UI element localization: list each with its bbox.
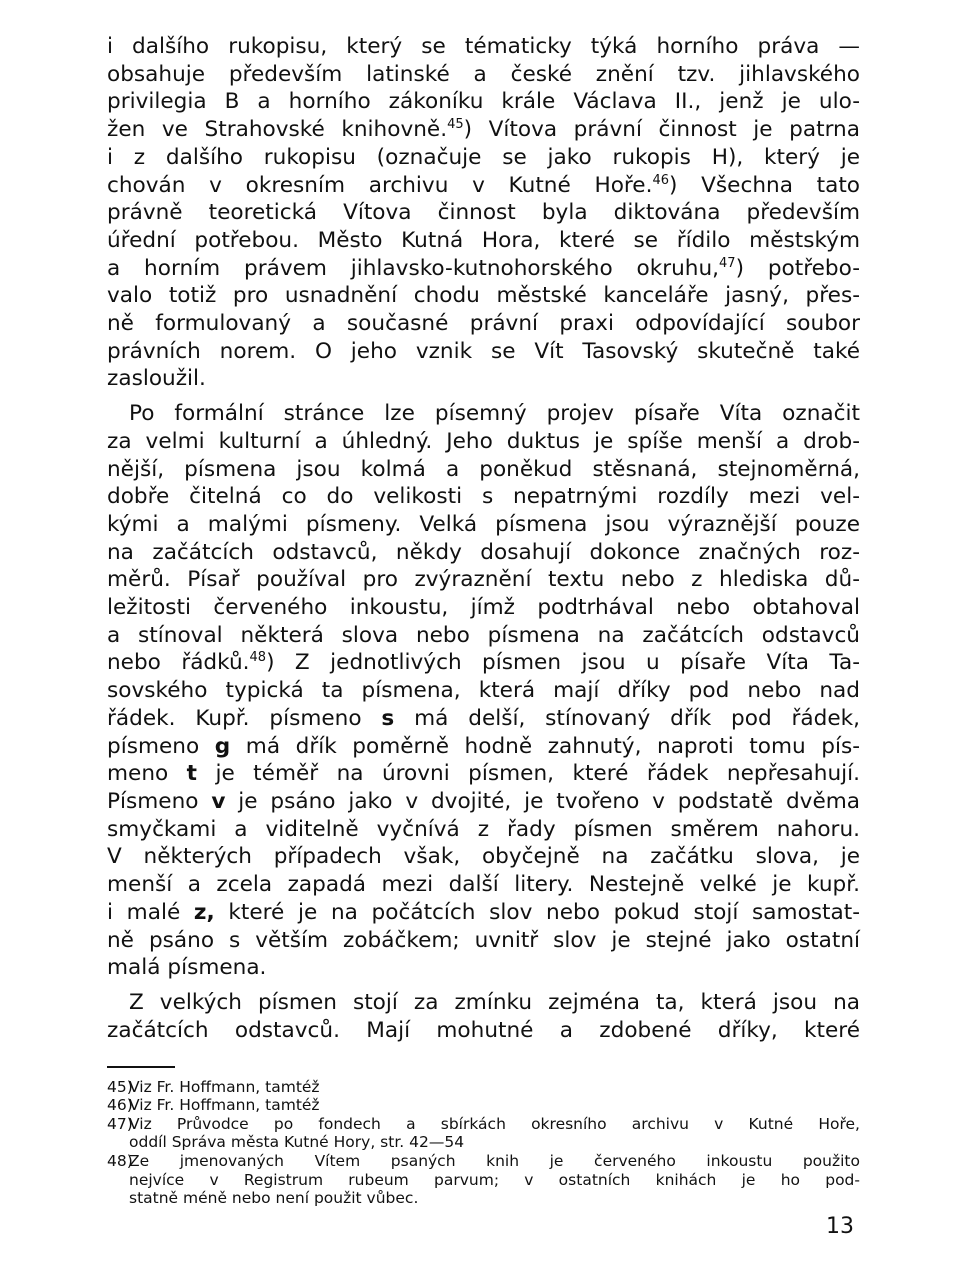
text-line: dobře čitelná co do velikosti s nepatrnými rozdíly mezi vel- xyxy=(107,484,860,510)
bold-letter: s xyxy=(381,705,395,731)
text-line: i malé z, které je na počátcích slov nebo pokud stojí samostat- xyxy=(107,899,860,925)
text-line: měrů. Písař používal pro zvýraznění textu nebo z hlediska dů- xyxy=(107,567,860,593)
text-line: zasloužil. xyxy=(107,366,206,392)
text-line: sovského typická ta písmena, která mají dříky pod nebo nad xyxy=(107,678,860,704)
text-line: nější, písmena jsou kolmá a poněkud stěsnaná, stejnoměrná, xyxy=(107,456,860,482)
text-line: meno t je téměř na úrovni písmen, které řádek nepřesahují. xyxy=(107,761,860,787)
text-line: řádek. Kupř. písmeno s má delší, stínovaný dřík pod řádek, xyxy=(107,705,860,731)
text-line: smyčkami a viditelně vyčnívá z řady písmen směrem nahoru. xyxy=(107,816,860,842)
footnote-ref-47[interactable]: 47 xyxy=(719,255,736,271)
text-line: začátcích odstavců. Mají mohutné a zdobené dříky, které xyxy=(107,1017,860,1043)
footnote-number: 45) xyxy=(107,1077,133,1096)
text-line: na začátcích odstavců, někdy dosahují dokonce značných roz- xyxy=(107,539,860,565)
text-line: žen ve Strahovské knihovně.$^{45}$) Vítova právní činnost je patrna xyxy=(107,116,860,143)
text-line: valo totiž pro usnadnění chodu městské kanceláře jasný, přes- xyxy=(107,283,860,309)
text-line: ně psáno s větším zobáčkem; uvnitř slov je stejné jako ostatní xyxy=(107,927,860,953)
bold-letter: z, xyxy=(193,899,215,925)
page-number: 13 xyxy=(826,1214,854,1239)
footnote-number: 46) xyxy=(107,1096,133,1115)
text-line: ležitosti červeného inkoustu, jímž podtrhával nebo obtahoval xyxy=(107,595,860,621)
text-line: a stínoval některá slova nebo písmena na začátcích odstavců xyxy=(107,622,860,648)
paragraph-3 xyxy=(107,989,860,1044)
footnotes xyxy=(107,1078,860,1208)
text-line: za velmi kulturní a úhledný. Jeho duktus je spíše menší a drob- xyxy=(107,428,860,454)
bold-letter: t xyxy=(186,761,197,787)
bold-letter: v xyxy=(211,788,226,814)
text-line: chován v okresním archivu v Kutné Hoře.$^{46}$) Všechna tato xyxy=(107,172,860,198)
text-line: písmeno g má dřík poměrně hodně zahnutý, naproti tomu pís- xyxy=(107,733,860,759)
footnote-divider xyxy=(107,1066,175,1067)
text-line: úřední potřebou. Město Kutná Hora, které se řídilo městským xyxy=(107,227,860,253)
text-line: privilegia B a horního zákoníku krále Václava II., jenž je ulo- xyxy=(107,89,860,115)
paragraph-1 xyxy=(107,33,860,393)
bold-letter: g xyxy=(214,733,231,759)
text-line: Po formální stránce lze písemný projev písaře Víta označit xyxy=(129,401,860,427)
text-line: Písmeno v je psáno jako v dvojité, je tvořeno v podstatě dvěma xyxy=(107,788,860,814)
text-line: malá písmena. xyxy=(107,955,267,981)
text-line: V některých případech však, obyčejně na začátku slova, je xyxy=(107,844,860,870)
text-line: obsahuje především latinské a české znění tzv. jihlavského xyxy=(107,61,860,87)
text-line: nebo řádků.$^{48}$) Z jednotlivých písmen jsou u písaře Víta Ta- xyxy=(107,650,860,676)
text-line: Z velkých písmen stojí za zmínku zejména ta, která jsou na xyxy=(129,989,860,1015)
document-page xyxy=(107,33,860,1208)
paragraph-2 xyxy=(107,400,860,982)
footnote-46: 46)Viz Fr. Hoffmann, tamtéž xyxy=(107,1096,320,1115)
footnote-48: 48)Ze jmenovaných Vítem psaných knih je červeného inkoustu použito nejvíce v Registrum rubeum parvum; v ostatních knihách je ho pod- statně méně nebo není použit vůbec. xyxy=(107,1152,860,1208)
footnote-45: 45)Viz Fr. Hoffmann, tamtéž xyxy=(107,1077,320,1096)
footnote-number: 48) xyxy=(107,1152,133,1171)
footnote-ref-46[interactable]: 46 xyxy=(652,172,670,188)
footnote-47: 47)Viz Průvodce po fondech a sbírkách okresního archivu v Kutné Hoře, oddíl Správa města Kutné Hory, str. 42—54 xyxy=(107,1114,860,1152)
text-line: kými a malými písmeny. Velká písmena jsou výraznější pouze xyxy=(107,511,860,537)
text-line: i z dalšího rukopisu (označuje se jako rukopis H), který je xyxy=(107,144,860,170)
text-line: a horním právem jihlavsko-kutnohorského okruhu,$^{47}$) potřebo- xyxy=(107,255,860,281)
text-line: i dalšího rukopisu, který se tématicky týká horního práva — xyxy=(107,34,860,59)
text-line: ně formulovaný a současné právní praxi odpovídající soubor xyxy=(107,311,860,337)
text-line: právně teoretická Vítova činnost byla diktována především xyxy=(107,200,860,226)
text-line: menší a zcela zapadá mezi další litery. Nestejně velké je kupř. xyxy=(107,872,860,898)
footnote-ref-48[interactable]: 48 xyxy=(249,650,267,666)
text-line: právních norem. O jeho vznik se Vít Tasovský skutečně také xyxy=(107,338,860,364)
footnote-ref-45[interactable]: 45 xyxy=(447,116,464,132)
footnote-number: 47) xyxy=(107,1114,133,1133)
